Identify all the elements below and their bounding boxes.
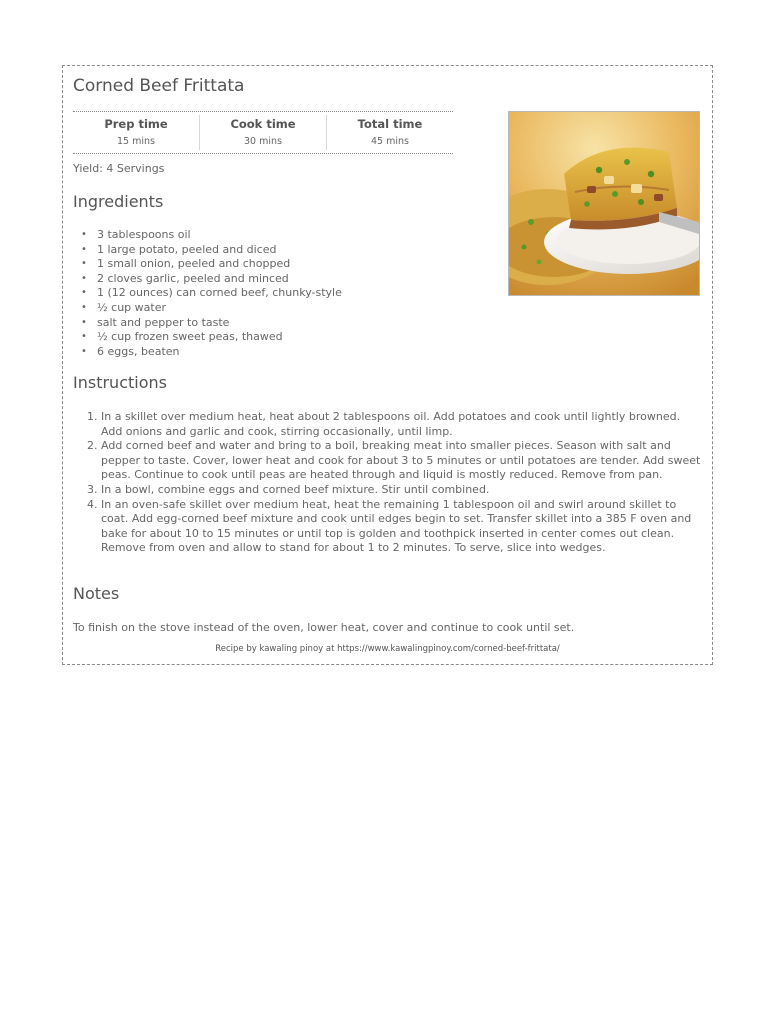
total-time (326, 115, 453, 150)
instructions-heading: Instructions (73, 373, 167, 392)
list-item: • ½ cup frozen sweet peas, thawed (97, 330, 477, 345)
list-item: 3. In a bowl, combine eggs and corned beef mixture. Stir until combined. (101, 483, 701, 498)
prep-time (73, 112, 199, 153)
cook-time (199, 115, 326, 150)
total-time-label: Total time (357, 117, 423, 131)
list-item: • 1 small onion, peeled and chopped (97, 257, 477, 272)
ingredients-heading: Ingredients (73, 192, 164, 211)
list-item: • 1 (12 ounces) can corned beef, chunky-style (97, 286, 477, 301)
list-item: • 6 eggs, beaten (97, 345, 477, 360)
recipe-yield: Yield: 4 Servings (73, 162, 165, 175)
notes-heading: Notes (73, 584, 120, 603)
list-item: • 1 large potato, peeled and diced (97, 243, 477, 258)
instructions-list (73, 410, 701, 556)
list-item: • 2 cloves garlic, peeled and minced (97, 272, 477, 287)
recipe-photo (508, 111, 700, 296)
list-item: 2. Add corned beef and water and bring to a boil, breaking meat into smaller pieces. Season with salt and pepper to taste. Cover, lower heat and cook for about 3 to 5 minutes or until potatoes are tender. Add sweet peas. Continue to cook until peas are heated through and liquid is mostly reduced. Remove from pan. (101, 439, 701, 483)
list-item: • ½ cup water (97, 301, 477, 316)
recipe-title: Corned Beef Frittata (73, 76, 245, 96)
prep-time-value: 15 mins (117, 136, 155, 147)
recipe-times (73, 111, 453, 154)
cook-time-value: 30 mins (244, 136, 282, 147)
cook-time-label: Cook time (230, 117, 296, 131)
list-item: 1. In a skillet over medium heat, heat about 2 tablespoons oil. Add potatoes and cook until lightly browned. Add onions and garlic and cook, stirring occasionally, until limp. (101, 410, 701, 439)
ingredients-list (73, 228, 477, 359)
list-item: • 3 tablespoons oil (97, 228, 477, 243)
recipe-card (62, 65, 713, 665)
list-item: • salt and pepper to taste (97, 316, 477, 331)
recipe-credit: Recipe by kawaling pinoy at https://www.kawalingpinoy.com/corned-beef-frittata/ (215, 644, 560, 654)
list-item: 4. In an oven-safe skillet over medium heat, heat the remaining 1 tablespoon oil and swirl around skillet to coat. Add egg-corned beef mixture and cook until edges begin to set. Transfer skillet into a 385 F oven and bake for about 10 to 15 minutes or until top is golden and toothpick inserted in center comes out clean. Remove from oven and allow to stand for about 1 to 2 minutes. To serve, slice into wedges. (101, 498, 701, 556)
prep-time-label: Prep time (104, 117, 168, 131)
notes-text: To finish on the stove instead of the oven, lower heat, cover and continue to cook until set. (73, 621, 575, 634)
total-time-value: 45 mins (371, 136, 409, 147)
